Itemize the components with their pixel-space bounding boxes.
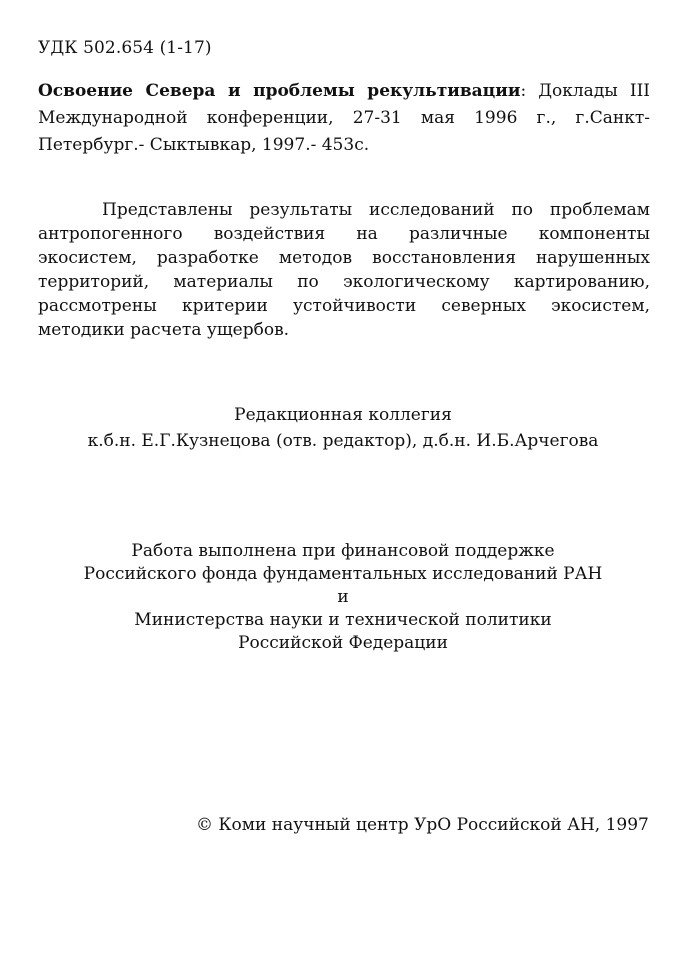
editorial-heading: Редакционная коллегия	[234, 405, 452, 425]
funding-line: и	[337, 587, 349, 607]
funding-line: Российского фонда фундаментальных исследований РАН	[83, 564, 603, 584]
copyright-notice: © Коми научный центр УрО Российской АН, 1997	[196, 815, 649, 835]
bibliographic-details: : Доклады III Международной конференции, 27-31 мая 1996 г., г.Санкт-Петербург.- Сыктывкар, 1997.- 453с.	[38, 81, 650, 155]
bibliographic-record	[38, 78, 650, 159]
book-title: Освоение Севера и проблемы рекультивации	[38, 81, 521, 101]
abstract-paragraph: Представлены результаты исследований по проблемам антропогенного воздействия на различные компоненты экосистем, разработке методов восстановления нарушенных территорий, материалы по экологическому картированию, рассмотрены критерии устойчивости северных экосистем, методики расчета ущербов.	[38, 200, 650, 340]
funding-line: Российской Федерации	[238, 633, 448, 653]
editorial-board	[0, 402, 686, 454]
udk-code: УДК 502.654 (1-17)	[38, 38, 212, 58]
funding-line: Министерства науки и технической политики	[134, 610, 552, 630]
editorial-members: к.б.н. Е.Г.Кузнецова (отв. редактор), д.б.н. И.Б.Арчегова	[87, 431, 599, 451]
funding-note	[0, 540, 686, 655]
funding-line: Работа выполнена при финансовой поддержке	[131, 541, 555, 561]
